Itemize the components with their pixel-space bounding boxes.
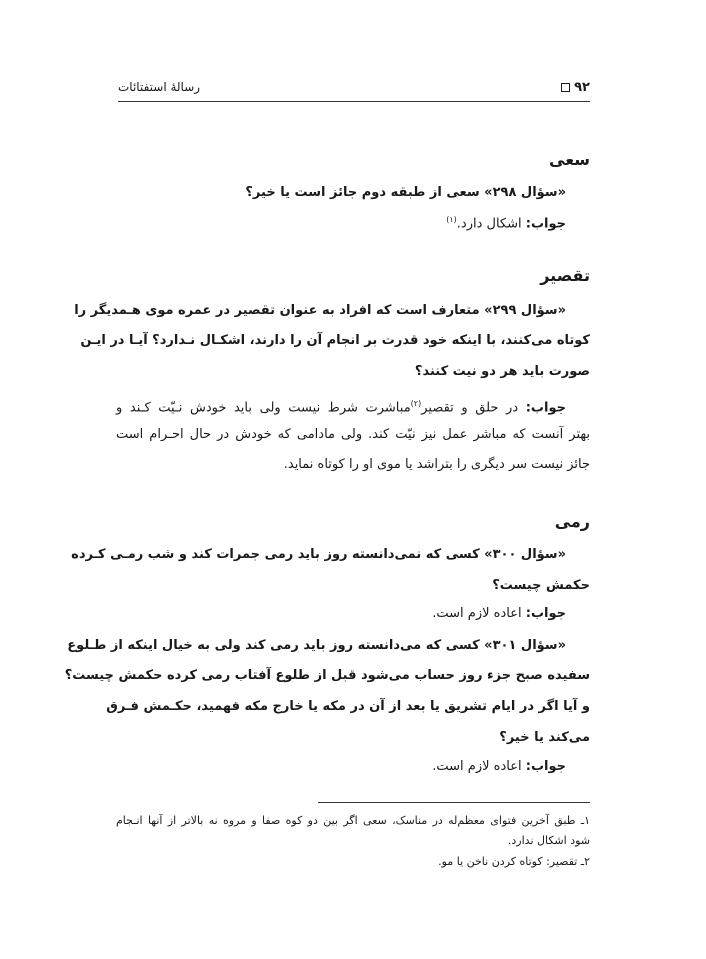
question-300-line-2: حکمش چیست؟ (492, 578, 590, 593)
section-heading-ramy: رمی (554, 512, 590, 531)
footnote-2: ۲ـ تقصیر: کوتاه کردن ناخن یا مو. (438, 855, 590, 868)
page-number-box (561, 80, 590, 95)
question-299-line-3: صورت باید هر دو نیت کنند؟ (414, 364, 590, 379)
answer-text: اشکال دارد. (456, 216, 522, 232)
answer-300-text: اعاده لازم است. (432, 606, 522, 621)
footnote-1-line-2: شود اشکال ندارد. (507, 834, 590, 847)
footnote-1-line-1: ۱ـ طبق آخرین فتوای معظم‌له در مناسک، سعی اگر بین دو کوه صفا و مروه نه بالاتر از آنها انـجام (116, 814, 590, 827)
question-301-line-3: و آیا اگر در ایام تشریق یا بعد از آن در مکه یا خارج مکه فهمید، حکـمش فـرق (106, 699, 590, 714)
answer-300 (432, 604, 566, 624)
question-298: «سؤال ۲۹۸» سعی از طبقه دوم جائز است یا خیر؟ (245, 185, 566, 200)
book-title: رسالۀ استفتائات (118, 80, 201, 94)
question-299-line-1: «سؤال ۲۹۹» متعارف است که افراد به عنوان تقصیر در عمره موی هـمدیگر را (74, 303, 566, 318)
footnote-ref-1: (۱) (446, 215, 457, 224)
answer-298 (446, 210, 566, 234)
running-header (118, 76, 590, 98)
section-heading-taqsir: تقصیر (540, 266, 590, 285)
answer-label: جواب: (525, 606, 566, 621)
question-300-line-1: «سؤال ۳۰۰» کسی که نمی‌دانسته روز باید رمی جمرات کند و شب رمـی کـرده (71, 547, 566, 562)
question-301-line-1: «سؤال ۳۰۱» کسی که می‌دانسته روز باید رمی کند ولی به خیال اینکه از طـلوع (67, 638, 566, 653)
question-301-line-2: سفیده صبح جزء روز حساب می‌شود قبل از طلوع آفتاب رمی کرده حکمش چیست؟ (64, 668, 590, 683)
page-number: ۹۲ (574, 79, 590, 95)
question-299-line-2: کوتاه می‌کنند، با اینکه خود قدرت بر انجام آن را دارند، اشکـال نـدارد؟ آیـا در ایـن (80, 333, 590, 348)
answer-299-line-2: بهتر آنست که مباشر عمل نیز نیّت کند. ولی مادامی که خودش در حال احـرام است (116, 427, 590, 442)
question-301-line-4: می‌کند یا خیر؟ (499, 730, 590, 745)
answer-301 (432, 757, 566, 777)
square-bullet-icon (561, 83, 570, 92)
answer-299-line-1 (116, 394, 566, 418)
answer-299-text-b: مباشرت شرط نیست ولی باید خودش نـیّت کـند و (116, 400, 411, 416)
answer-299-text-a: در حلق و تقصیر (421, 400, 519, 416)
footnote-ref-2: (۲) (410, 399, 422, 408)
section-heading-say: سعی (549, 150, 590, 169)
answer-299-line-3: جائز نیست سر دیگری را بتراشد یا موی او را کوتاه نماید. (283, 457, 590, 472)
footnote-divider (318, 802, 590, 803)
answer-301-text: اعاده لازم است. (432, 759, 522, 774)
answer-label: جواب: (525, 759, 566, 774)
answer-label: جواب: (525, 400, 566, 416)
header-divider (118, 101, 590, 102)
answer-label: جواب: (525, 216, 566, 232)
